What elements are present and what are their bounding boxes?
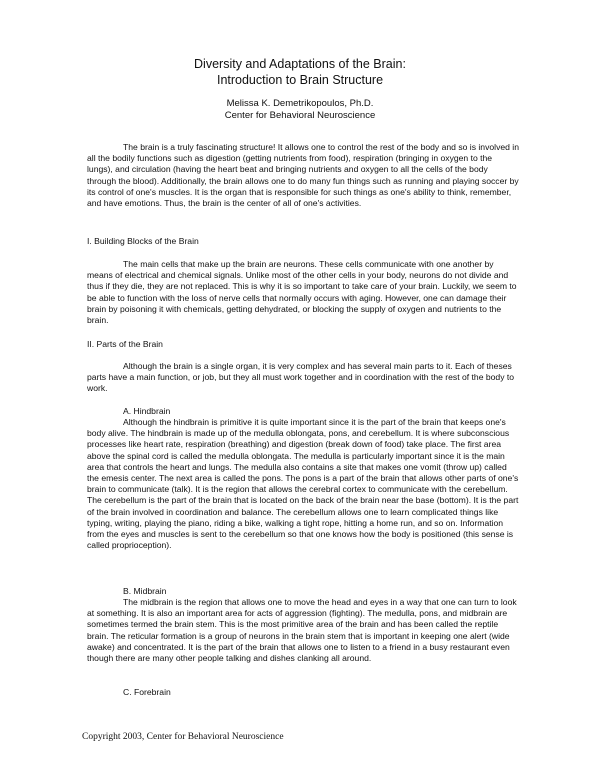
author-affiliation: Center for Behavioral Neuroscience	[224, 110, 376, 121]
subheading-hindbrain: A. Hindbrain	[123, 406, 171, 416]
title-line-2: Introduction to Brain Structure	[216, 73, 384, 87]
midbrain-paragraph: The midbrain is the region that allows one to move the head and eyes in a way that one can turn to look at something. It is also an important area for acts of aggression (fighting). The medulla, pons, and midbrain are sometimes termed the brain stem. This is the most primitive area of the brain and has been called the reptile brain. The reticular formation is a group of neurons in the brain stem that is important in keeping one alert (wide awake) and concentrated. It is the part of the brain that allows one to listen to a friend in a busy restaurant even though there are many other people talking and dishes clanking all around.	[87, 597, 517, 664]
title-line-1: Diversity and Adaptations of the Brain:	[194, 57, 406, 71]
hindbrain-paragraph: Although the hindbrain is primitive it is quite important since it is the part of the brain that keeps one's body alive. The hindbrain is made up of the medulla oblongata, pons, and cerebellum. It is where subconscious processes like heart rate, respiration (breathing) and digestion (break down of food) take place. The first area above the spinal cord is called the medulla oblongata. The medulla is particularly important since it is the main area that controls the heart and lungs. The medulla also contains a site that makes one vomit (throw up) called the emesis center. The next area is called the pons. The pons is a part of the brain that allows other parts of one's brain to communicate (talk). It is the region that allows the cerebral cortex to communicate with the cerebellum. The cerebellum is the part of the brain that is located on the back of the brain near the base (bottom). It is the part of the brain involved in coordination and balance. The cerebellum allows one to learn complicated things like typing, writing, playing the piano, riding a bike, walking a tight rope, hitting a home run, and so on. Information from the eyes and muscles is sent to the cerebellum so that one knows how the body is positioned (this sense is called proprioception).	[87, 417, 519, 551]
intro-paragraph: The brain is a truly fascinating structure! It allows one to control the rest of the body and so is involved in all the bodily functions such as digestion (getting nutrients from food), respiration (bringing in oxygen to the lungs), and circulation (having the heart beat and bringing nutrients and oxygen to all the cells of the body through the blood). Additionally, the brain allows one to do many fun things such as running and playing soccer by its control of one's muscles. It is the organ that is responsible for such things as one's ability to think, remember, and have emotions. Thus, the brain is the center of all of one's activities.	[87, 142, 519, 209]
section-heading-building-blocks: I. Building Blocks of the Brain	[87, 236, 199, 246]
building-blocks-paragraph: The main cells that make up the brain are neurons. These cells communicate with one another by means of electrical and chemical signals. Unlike most of the other cells in your body, neurons do not divide and thus if they die, they are not replaced. This is why it is so important to take care of your brain. Luckily, we seem to be able to function with the loss of nerve cells that normally occurs with aging. However, one can damage their brain by poisoning it with chemicals, getting dehydrated, or blocking the supply of oxygen and nutrients to the brain.	[87, 259, 517, 326]
copyright-footer: Copyright 2003, Center for Behavioral Neuroscience	[82, 732, 284, 742]
author-name: Melissa K. Demetrikopoulos, Ph.D.	[226, 98, 374, 109]
parts-paragraph: Although the brain is a single organ, it is very complex and has several main parts to it. Each of theses parts have a main function, or job, but they all must work together and in coordination with the rest of the body to work.	[87, 361, 515, 394]
subheading-forebrain: C. Forebrain	[123, 687, 171, 697]
subheading-midbrain: B. Midbrain	[123, 586, 167, 596]
section-heading-parts: II. Parts of the Brain	[87, 339, 163, 349]
